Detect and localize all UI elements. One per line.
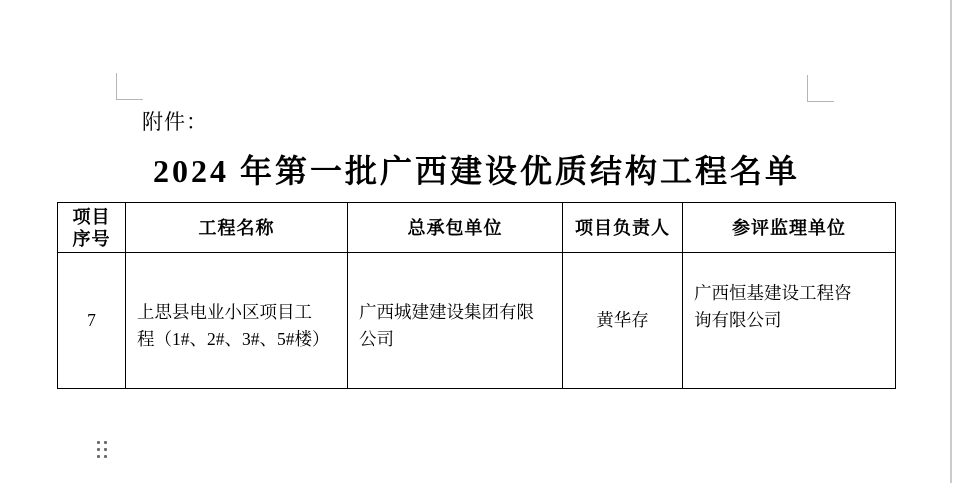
- drag-handle-dots-icon[interactable]: [97, 441, 107, 458]
- cell-contractor: [348, 253, 563, 389]
- document-title: 2024 年第一批广西建设优质结构工程名单: [152, 153, 800, 189]
- cell-leader: 黄华存: [563, 253, 683, 389]
- contractor-text: 广西城建建设集团有限 公司: [359, 301, 534, 349]
- header-cell-project-name: 工程名称: [126, 203, 348, 253]
- table-header-row: [58, 203, 896, 253]
- header-seq-label: 项目 序号: [72, 206, 111, 249]
- page-edge-line: [950, 0, 952, 483]
- project-name-text: 上思县电业小区项目工 程（1#、2#、3#、5#楼）: [137, 301, 330, 349]
- attachment-label: 附件：: [142, 110, 208, 134]
- page-margin-corner-mark-icon: [807, 75, 834, 102]
- projects-table: [57, 202, 896, 389]
- cell-supervisor: [683, 253, 896, 389]
- cell-project-name: [126, 253, 348, 389]
- cell-seq: 7: [58, 253, 126, 389]
- supervisor-text: 广西恒基建设工程咨 询有限公司: [694, 282, 852, 330]
- page-margin-corner-mark-icon: [116, 73, 143, 100]
- table-row: [58, 253, 896, 389]
- header-cell-supervisor: 参评监理单位: [683, 203, 896, 253]
- header-cell-contractor: 总承包单位: [348, 203, 563, 253]
- header-cell-leader: 项目负责人: [563, 203, 683, 253]
- header-cell-seq: [58, 203, 126, 253]
